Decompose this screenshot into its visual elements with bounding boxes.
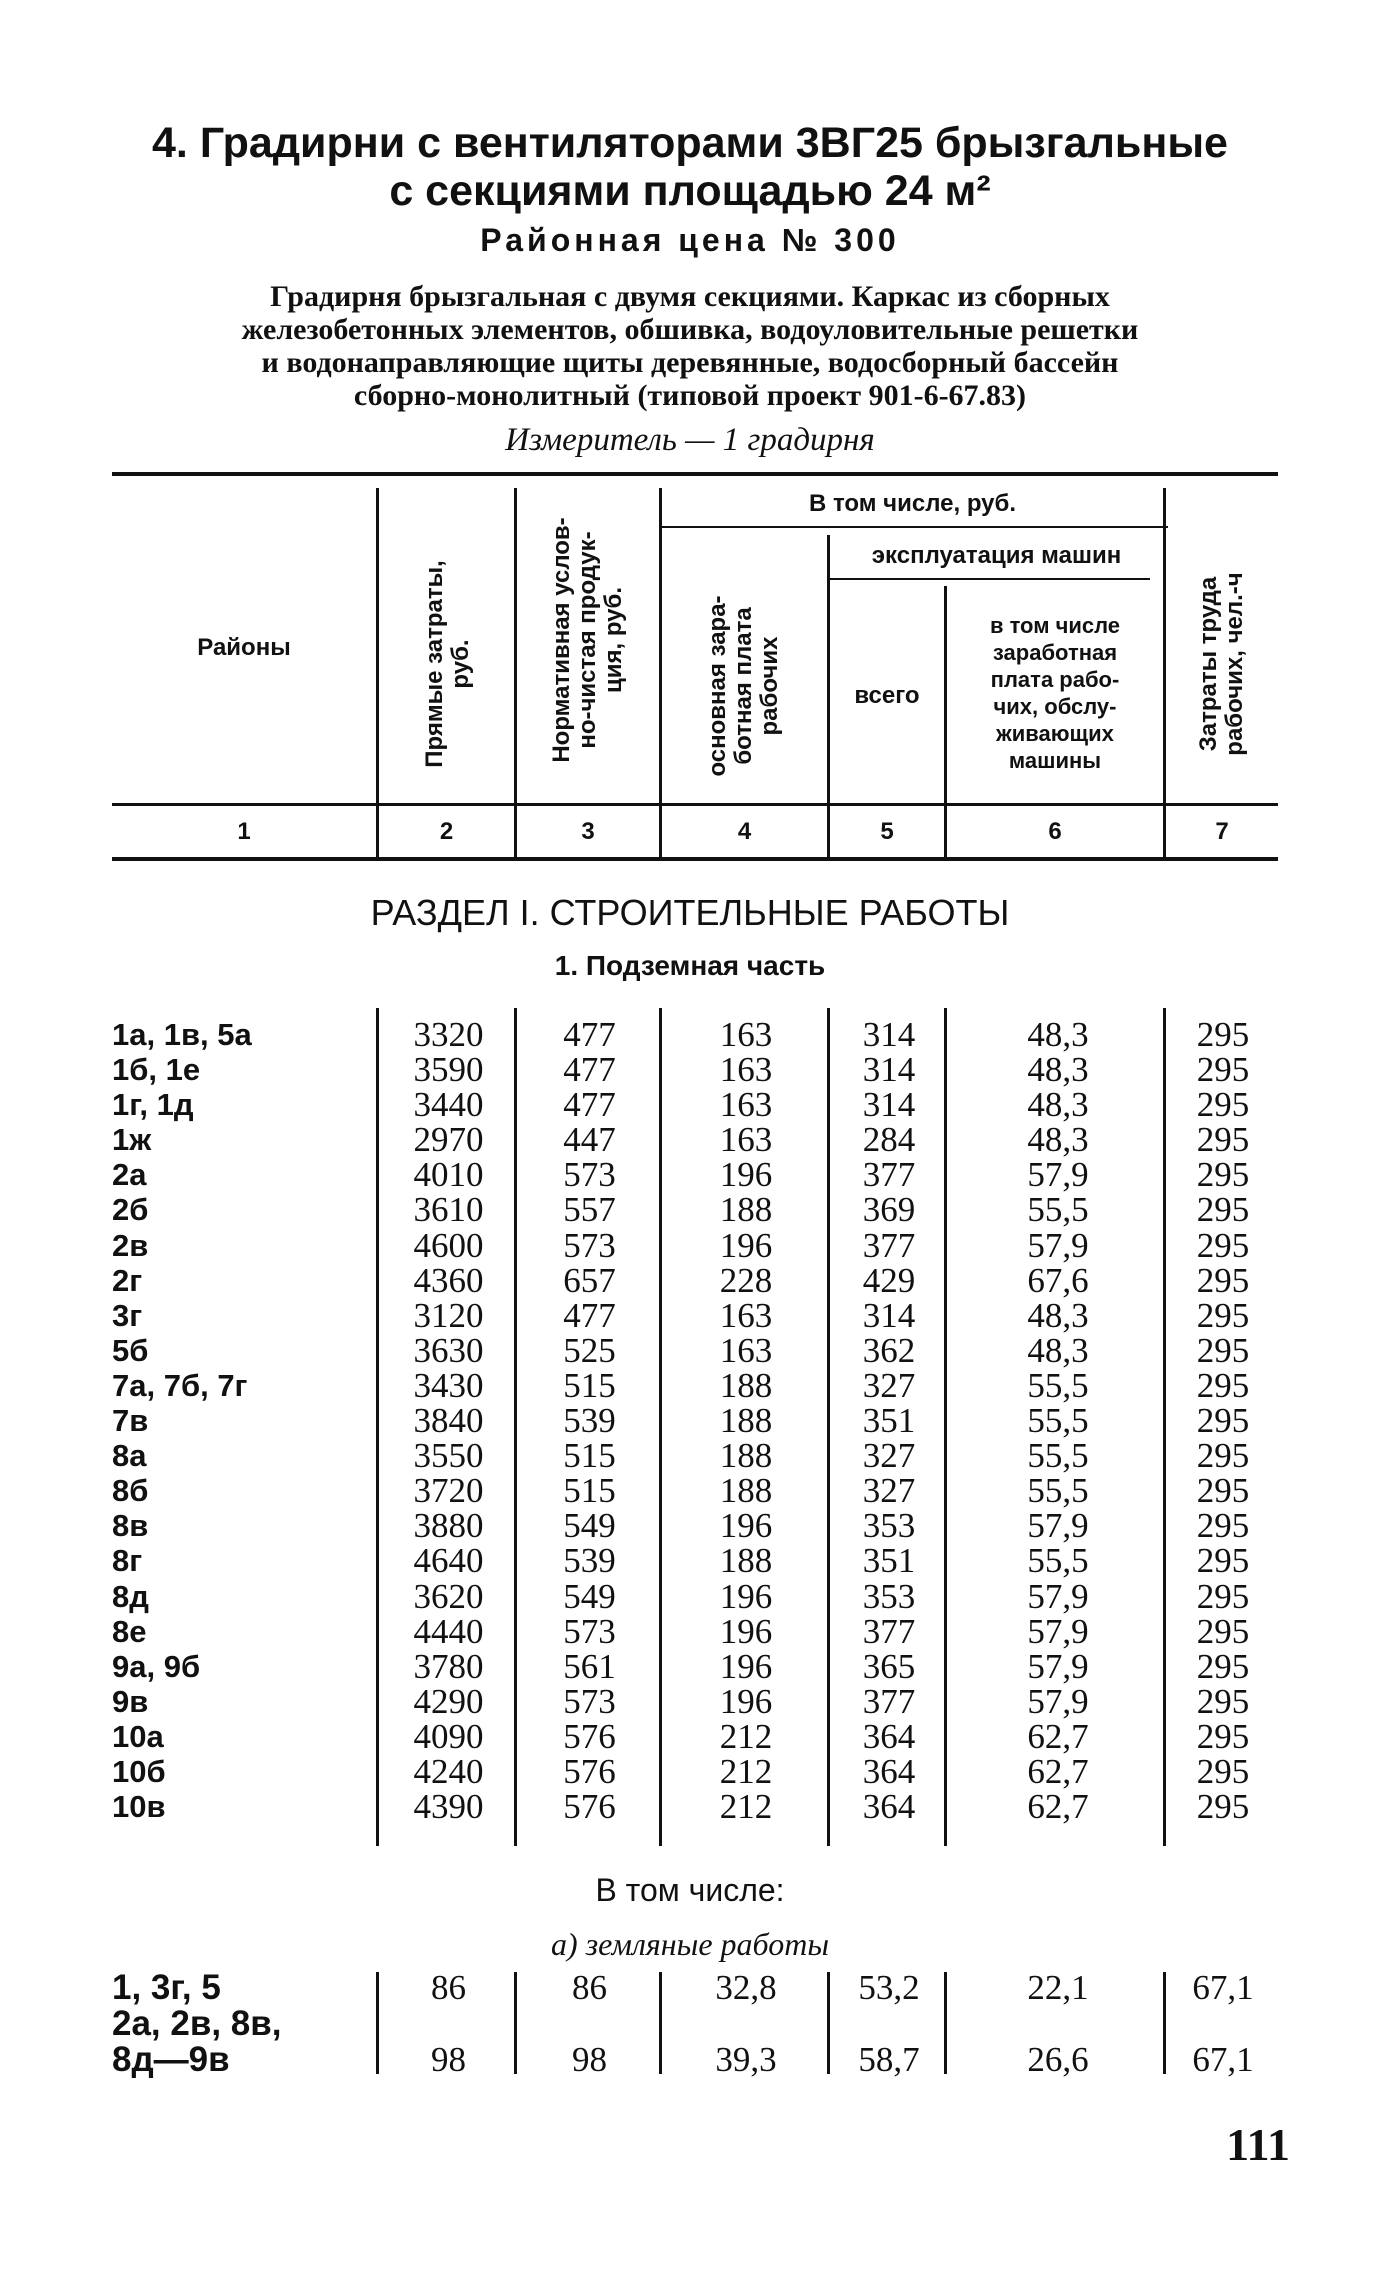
cell-zatraty: 295 xyxy=(1196,1681,1250,1721)
cell-vsego: 327 xyxy=(862,1365,916,1405)
cell-zarplata: 48,3 xyxy=(1027,1295,1089,1335)
table-row xyxy=(0,1716,1383,1756)
colnum: 1 xyxy=(237,818,251,845)
cell-zatraty: 295 xyxy=(1196,1751,1250,1791)
cell-normativnaya: 86 xyxy=(572,1968,607,2007)
cell-zarplata: 26,6 xyxy=(1027,2040,1089,2079)
cell-pryamye: 3440 xyxy=(413,1085,484,1125)
colnum: 3 xyxy=(581,818,595,845)
cell-vsego: 314 xyxy=(862,1295,916,1335)
cell-vsego: 353 xyxy=(862,1576,916,1616)
cell-zatraty: 67,1 xyxy=(1192,2040,1254,2079)
cell-normativnaya: 573 xyxy=(563,1681,616,1721)
cell-pryamye: 4010 xyxy=(413,1155,484,1195)
header-pryamye: Прямые затраты, руб. xyxy=(421,560,474,768)
cell-osnovnaya: 196 xyxy=(719,1155,773,1195)
cell-normativnaya: 657 xyxy=(563,1260,616,1300)
header-bottom-rule xyxy=(112,803,1278,806)
cell-vsego: 327 xyxy=(862,1436,916,1476)
cell-rayony: 1а, 1в, 5а xyxy=(112,1017,252,1052)
cell-normativnaya: 539 xyxy=(563,1401,616,1441)
cell-normativnaya: 477 xyxy=(563,1085,616,1125)
cell-zarplata: 57,9 xyxy=(1027,1225,1089,1265)
cell-pryamye: 3780 xyxy=(413,1646,484,1686)
title-line-2: с секциями площадью 24 м² xyxy=(389,167,991,215)
cell-osnovnaya: 163 xyxy=(719,1050,773,1090)
zemlyanye-label: а) земляные работы xyxy=(551,1926,829,1962)
cell-pryamye: 3630 xyxy=(413,1330,484,1370)
cell-pryamye: 3880 xyxy=(413,1506,484,1546)
cell-rayony: 5б xyxy=(112,1332,149,1368)
cell-zatraty: 295 xyxy=(1196,1401,1250,1441)
cell-vsego: 362 xyxy=(862,1330,916,1370)
cell-zatraty: 295 xyxy=(1196,1541,1250,1581)
cell-osnovnaya: 32,8 xyxy=(715,1968,777,2007)
header-normativnaya: Нормативная услов- но-чистая продук- ция, руб. xyxy=(548,517,627,763)
cell-osnovnaya: 188 xyxy=(719,1436,773,1476)
cell-rayony: 10а xyxy=(112,1718,164,1754)
cell-vsego: 369 xyxy=(862,1190,916,1230)
colnum: 7 xyxy=(1215,818,1229,845)
cell-rayony: 8в xyxy=(112,1508,149,1544)
cell-zarplata: 55,5 xyxy=(1027,1471,1089,1511)
cell-zarplata: 22,1 xyxy=(1027,1968,1089,2007)
cell-rayony: 2г xyxy=(112,1262,143,1298)
cell-vsego: 314 xyxy=(862,1085,916,1125)
cell-zatraty: 295 xyxy=(1196,1085,1250,1125)
table-row xyxy=(0,1050,1383,1090)
cell-pryamye: 4360 xyxy=(413,1260,484,1300)
cell-zarplata: 57,9 xyxy=(1027,1611,1089,1651)
cell-osnovnaya: 196 xyxy=(719,1576,773,1616)
cell-osnovnaya: 163 xyxy=(719,1330,773,1370)
cell-pryamye: 86 xyxy=(431,1968,466,2007)
table-row xyxy=(0,2004,1383,2084)
cell-normativnaya: 576 xyxy=(563,1716,616,1756)
cell-zatraty: 295 xyxy=(1196,1295,1250,1335)
header-divider xyxy=(514,488,517,858)
cell-pryamye: 4640 xyxy=(413,1541,484,1581)
cell-pryamye: 4440 xyxy=(413,1611,484,1651)
cell-pryamye: 3840 xyxy=(413,1401,484,1441)
cell-vsego: 351 xyxy=(862,1541,916,1581)
cell-vsego: 377 xyxy=(862,1155,916,1195)
cell-pryamye: 3550 xyxy=(413,1436,484,1476)
cell-zatraty: 295 xyxy=(1196,1787,1250,1827)
cell-zarplata: 48,3 xyxy=(1027,1015,1089,1054)
colnum: 6 xyxy=(1048,818,1062,845)
cell-zarplata: 57,9 xyxy=(1027,1576,1089,1616)
cell-zatraty: 295 xyxy=(1196,1646,1250,1686)
cell-osnovnaya: 39,3 xyxy=(715,2040,777,2079)
cell-zatraty: 295 xyxy=(1196,1015,1250,1054)
table-row xyxy=(0,1260,1383,1300)
cell-rayony: 2в xyxy=(112,1227,149,1263)
cell-vsego: 429 xyxy=(862,1260,916,1300)
cell-zarplata: 48,3 xyxy=(1027,1330,1089,1370)
cell-vsego: 353 xyxy=(862,1506,916,1546)
cell-zarplata: 57,9 xyxy=(1027,1646,1089,1686)
cell-rayony: 8д xyxy=(112,1578,149,1614)
cell-rayony: 10в xyxy=(112,1789,166,1825)
header-zatraty: Затраты труда рабочих, чел.-ч xyxy=(1195,572,1248,756)
cell-zarplata: 62,7 xyxy=(1027,1787,1089,1827)
cell-normativnaya: 549 xyxy=(563,1506,616,1546)
cell-zarplata: 62,7 xyxy=(1027,1751,1089,1791)
cell-osnovnaya: 188 xyxy=(719,1541,773,1581)
cell-pryamye: 2970 xyxy=(413,1120,484,1160)
cell-zarplata: 55,5 xyxy=(1027,1365,1089,1405)
table-row xyxy=(0,1471,1383,1511)
cell-pryamye: 3620 xyxy=(413,1576,484,1616)
cell-vsego: 58,7 xyxy=(858,2040,920,2079)
cell-zarplata: 48,3 xyxy=(1027,1050,1089,1090)
cell-osnovnaya: 188 xyxy=(719,1365,773,1405)
cell-vsego: 377 xyxy=(862,1611,916,1651)
cell-normativnaya: 525 xyxy=(563,1330,616,1370)
header-zarplata: в том числе заработная плата рабо- чих, обслу- живающих машины xyxy=(989,613,1121,773)
table-row xyxy=(0,1295,1383,1335)
cell-rayony: 7а, 7б, 7г xyxy=(112,1367,248,1403)
table-row xyxy=(0,1646,1383,1686)
cell-rayony: 1ж xyxy=(112,1122,152,1158)
cell-vsego: 364 xyxy=(862,1787,916,1827)
cell-zarplata: 55,5 xyxy=(1027,1401,1089,1441)
table-row xyxy=(0,1751,1383,1791)
cell-zarplata: 48,3 xyxy=(1027,1085,1089,1125)
cell-vsego: 364 xyxy=(862,1716,916,1756)
cell-osnovnaya: 188 xyxy=(719,1190,773,1230)
cell-rayony: 8е xyxy=(112,1613,147,1649)
table-row xyxy=(0,1611,1383,1651)
cell-pryamye: 3120 xyxy=(413,1295,484,1335)
cell-osnovnaya: 196 xyxy=(719,1506,773,1546)
table-row xyxy=(0,1120,1383,1160)
table-row xyxy=(0,1681,1383,1721)
colnum: 5 xyxy=(880,818,894,845)
colnum-bottom-rule xyxy=(112,857,1278,861)
cell-rayony: 8б xyxy=(112,1473,149,1509)
cell-rayony: 10б xyxy=(112,1753,166,1789)
cell-rayony: 8г xyxy=(112,1543,143,1579)
v-tom-chisle-label: В том числе: xyxy=(595,1872,785,1908)
cell-normativnaya: 576 xyxy=(563,1787,616,1827)
cell-osnovnaya: 212 xyxy=(719,1716,773,1756)
cell-vsego: 314 xyxy=(862,1050,916,1090)
cell-rayony: 2б xyxy=(112,1192,149,1228)
cell-normativnaya: 98 xyxy=(572,2040,607,2079)
cell-osnovnaya: 196 xyxy=(719,1225,773,1265)
cell-osnovnaya: 228 xyxy=(719,1260,773,1300)
header-v-tom-chisle: В том числе, руб. xyxy=(808,490,1017,517)
cell-rayony: 9а, 9б xyxy=(112,1648,201,1684)
cell-rayony: 1г, 1д xyxy=(112,1087,194,1123)
cell-zarplata: 57,9 xyxy=(1027,1506,1089,1546)
cell-osnovnaya: 163 xyxy=(719,1015,773,1054)
cell-zatraty: 295 xyxy=(1196,1330,1250,1370)
cell-normativnaya: 557 xyxy=(563,1190,616,1230)
cell-zarplata: 62,7 xyxy=(1027,1716,1089,1756)
header-divider xyxy=(659,488,662,858)
cell-pryamye: 3320 xyxy=(413,1015,484,1054)
cell-normativnaya: 515 xyxy=(563,1471,616,1511)
description-line: железобетонных элементов, обшивка, водоуловительные решетки xyxy=(241,313,1139,346)
cell-rayony: 2а, 2в, 8в, xyxy=(112,2004,282,2043)
cell-normativnaya: 573 xyxy=(563,1155,616,1195)
cell-rayony: 1б, 1е xyxy=(112,1052,201,1088)
cell-zatraty: 295 xyxy=(1196,1260,1250,1300)
cell-zatraty: 295 xyxy=(1196,1190,1250,1230)
title-line-1: 4. Градирни с вентиляторами 3ВГ25 брызгальные xyxy=(152,119,1228,167)
cell-vsego: 377 xyxy=(862,1681,916,1721)
cell-zarplata: 57,9 xyxy=(1027,1681,1089,1721)
section-title: РАЗДЕЛ I. СТРОИТЕЛЬНЫЕ РАБОТЫ xyxy=(370,892,1010,933)
table-row xyxy=(0,1506,1383,1546)
table-row xyxy=(0,1576,1383,1616)
cell-vsego: 351 xyxy=(862,1401,916,1441)
cell-osnovnaya: 188 xyxy=(719,1401,773,1441)
table-row xyxy=(0,1541,1383,1581)
cell-zatraty: 295 xyxy=(1196,1611,1250,1651)
header-top-rule xyxy=(112,472,1278,476)
cell-pryamye: 4290 xyxy=(413,1681,484,1721)
cell-rayony: 9в xyxy=(112,1683,149,1719)
cell-osnovnaya: 163 xyxy=(719,1085,773,1125)
cell-rayony: 2а xyxy=(112,1157,147,1193)
cell-zarplata: 57,9 xyxy=(1027,1155,1089,1195)
table-row xyxy=(0,1968,1383,2008)
table-row xyxy=(0,1155,1383,1195)
description-line: и водонаправляющие щиты деревянные, водосборный бассейн xyxy=(261,346,1119,379)
colnum: 4 xyxy=(737,818,752,845)
cell-zatraty: 295 xyxy=(1196,1506,1250,1546)
subsection-title: 1. Подземная часть xyxy=(554,950,826,981)
cell-pryamye: 4390 xyxy=(413,1787,484,1827)
table-row xyxy=(0,1787,1383,1827)
cell-normativnaya: 576 xyxy=(563,1751,616,1791)
cell-zatraty: 295 xyxy=(1196,1155,1250,1195)
cell-osnovnaya: 196 xyxy=(719,1646,773,1686)
cell-osnovnaya: 188 xyxy=(719,1471,773,1511)
table-row xyxy=(0,1190,1383,1230)
cell-pryamye: 4240 xyxy=(413,1751,484,1791)
data-table xyxy=(0,1015,1383,1827)
table-row xyxy=(0,1436,1383,1476)
header-rule-vtomchisle xyxy=(662,526,1168,528)
cell-pryamye: 3430 xyxy=(413,1365,484,1405)
description xyxy=(150,280,1230,412)
cell-osnovnaya: 196 xyxy=(719,1611,773,1651)
table-row xyxy=(0,1225,1383,1265)
cell-zarplata: 55,5 xyxy=(1027,1436,1089,1476)
cell-normativnaya: 515 xyxy=(563,1365,616,1405)
cell-zatraty: 295 xyxy=(1196,1365,1250,1405)
cell-rayony: 1, 3г, 5 xyxy=(112,1968,221,2007)
description-line: Градирня брызгальная с двумя секциями. Каркас из сборных xyxy=(270,280,1110,313)
cell-zatraty: 295 xyxy=(1196,1225,1250,1265)
table-row xyxy=(0,1017,1383,1052)
cell-zarplata: 55,5 xyxy=(1027,1190,1089,1230)
cell-zatraty: 295 xyxy=(1196,1576,1250,1616)
header-rule-ekspluatatsiya xyxy=(830,578,1150,580)
cell-zarplata: 48,3 xyxy=(1027,1120,1089,1160)
cell-vsego: 53,2 xyxy=(858,1968,920,2007)
cell-rayony: 3г xyxy=(112,1297,143,1333)
cell-vsego: 327 xyxy=(862,1471,916,1511)
price-label: Районная цена № 300 xyxy=(480,222,900,258)
page-number: 111 xyxy=(1226,2119,1290,2170)
cell-zatraty: 67,1 xyxy=(1192,1968,1254,2007)
cell-vsego: 314 xyxy=(862,1015,916,1054)
table-row xyxy=(0,1085,1383,1125)
cell-rayony: 7в xyxy=(112,1403,149,1439)
cell-normativnaya: 477 xyxy=(563,1015,616,1054)
cell-zatraty: 295 xyxy=(1196,1436,1250,1476)
header-rayony: Районы xyxy=(197,634,291,661)
cell-normativnaya: 549 xyxy=(563,1576,616,1616)
cell-pryamye: 3720 xyxy=(413,1471,484,1511)
colnum: 2 xyxy=(439,818,454,845)
cell-normativnaya: 477 xyxy=(563,1295,616,1335)
cell-pryamye: 3590 xyxy=(413,1050,484,1090)
cell-pryamye: 3610 xyxy=(413,1190,484,1230)
cell-vsego: 365 xyxy=(862,1646,916,1686)
cell-pryamye: 98 xyxy=(431,2040,466,2079)
cell-zatraty: 295 xyxy=(1196,1050,1250,1090)
cell-pryamye: 4600 xyxy=(413,1225,484,1265)
cell-zarplata: 67,6 xyxy=(1027,1260,1089,1300)
cell-normativnaya: 477 xyxy=(563,1050,616,1090)
cell-vsego: 364 xyxy=(862,1751,916,1791)
cell-normativnaya: 539 xyxy=(563,1541,616,1581)
table-row xyxy=(0,1365,1383,1405)
cell-osnovnaya: 212 xyxy=(719,1751,773,1791)
cell-rayony: 8д—9в xyxy=(112,2040,230,2079)
cell-pryamye: 4090 xyxy=(413,1716,484,1756)
header-ekspluatatsiya: эксплуатация машин xyxy=(871,542,1122,569)
description-line: сборно-монолитный (типовой проект 901-6-67.83) xyxy=(353,379,1027,412)
cell-normativnaya: 515 xyxy=(563,1436,616,1476)
cell-rayony: 8а xyxy=(112,1438,147,1474)
cell-vsego: 284 xyxy=(862,1120,916,1160)
cell-osnovnaya: 196 xyxy=(719,1681,773,1721)
header-divider xyxy=(376,488,379,858)
cell-zatraty: 295 xyxy=(1196,1120,1250,1160)
table-row xyxy=(0,1330,1383,1370)
cell-normativnaya: 573 xyxy=(563,1611,616,1651)
cell-osnovnaya: 163 xyxy=(719,1295,773,1335)
cell-vsego: 377 xyxy=(862,1225,916,1265)
cell-normativnaya: 561 xyxy=(563,1646,616,1686)
cell-zarplata: 55,5 xyxy=(1027,1541,1089,1581)
header-osnovnaya: основная зара- ботная плата рабочих xyxy=(704,595,783,777)
measure-unit: Измеритель — 1 градирня xyxy=(505,422,875,458)
cell-normativnaya: 447 xyxy=(563,1120,616,1160)
cell-osnovnaya: 163 xyxy=(719,1120,773,1160)
cell-zatraty: 295 xyxy=(1196,1471,1250,1511)
header-vsego: всего xyxy=(854,682,920,709)
header-divider xyxy=(1163,488,1166,858)
table-row xyxy=(0,1401,1383,1441)
cell-osnovnaya: 212 xyxy=(719,1787,773,1827)
cell-zatraty: 295 xyxy=(1196,1716,1250,1756)
cell-normativnaya: 573 xyxy=(563,1225,616,1265)
